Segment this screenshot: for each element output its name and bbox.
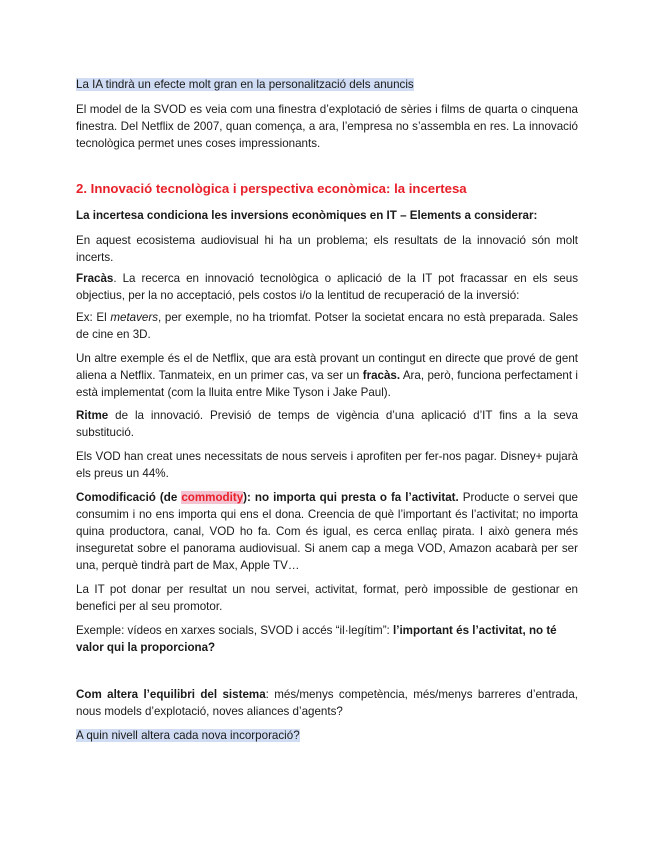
highlighted-text: A quin nivell altera cada nova incorporació? bbox=[76, 729, 300, 742]
paragraph-svod: El model de la SVOD es veia com una finestra d’explotació de sèries i films de quarta o cinquena finestra. Del Netflix de 2007, quan comença, a ara, l’empresa no s’assembla en res. La innovació tecnològica permet unes coses impressionants. bbox=[76, 103, 578, 150]
paragraph-quin bbox=[76, 727, 578, 744]
term-fracas: Fracàs bbox=[76, 272, 114, 285]
paragraph-exemple: Exemple: vídeos en xarxes socials, SVOD i accés “il·legítim”: l’important és l’activitat, no té valor qui la proporciona? bbox=[76, 624, 557, 654]
paragraph-equilibri: Com altera l’equilibri del sistema: més/menys competència, més/menys barreres d’entrada, nous models d’explotació, noves aliances d’agents? bbox=[76, 688, 578, 718]
paragraph-comodificacio: Comodificació (de commodity): no importa qui presta o fa l’activitat. Producte o servei que consumim i no ens importa qui ens el dona. Creencia de què l’important és l’activitat; no importa quina productora, canal, VOD ho fa. Com és igual, es cerca enllaç pirata. I això genera més inseguretat sobre el panorama audiovisual. Si anem cap a mega VOD, Amazon acabarà per ser una, perquè tindrà part de Max, Apple TV… bbox=[76, 491, 578, 572]
subheading: La incertesa condiciona les inversions econòmiques en IT – Elements a considerar: bbox=[76, 209, 538, 222]
paragraph-netflix: Un altre exemple és el de Netflix, que ara està provant un contingut en directe que prové de gent aliena a Netflix. Tanmateix, en un primer cas, va ser un fracàs. Ara, però, funciona perfectament i està implementat (com la lluita entre Mike Tyson i Jake Paul). bbox=[76, 352, 578, 399]
paragraph-example: Ex: El metavers, per exemple, no ha triomfat. Potser la societat encara no està preparada. Sales de cine en 3D. bbox=[76, 311, 578, 341]
paragraph-it: La IT pot donar per resultat un nou servei, activitat, format, però impossible de gestionar en benefici per al seu promotor. bbox=[76, 583, 578, 613]
paragraph-vod: Els VOD han creat unes necessitats de nous serveis i aprofiten per fer-nos pagar. Disney+ pujarà els preus un 44%. bbox=[76, 450, 578, 480]
paragraph-ia bbox=[76, 76, 578, 93]
highlighted-text: La IA tindrà un efecte molt gran en la personalització dels anuncis bbox=[76, 78, 414, 91]
term-ritme: Ritme bbox=[76, 409, 109, 422]
section-heading: 2. Innovació tecnològica i perspectiva econòmica: la incertesa bbox=[76, 181, 467, 196]
paragraph-ritme: Ritme de la innovació. Previsió de temps de vigència d’una aplicació d’IT fins a la seva substitució. bbox=[76, 409, 578, 439]
commodity-highlight: commodity bbox=[181, 491, 244, 504]
paragraph-ecosistema: En aquest ecosistema audiovisual hi ha un problema; els resultats de la innovació són molt incerts. bbox=[76, 234, 578, 264]
paragraph-fracas: Fracàs. La recerca en innovació tecnològica o aplicació de la IT pot fracassar en els seus objectius, per la no acceptació, pels costos i/o la lentitud de recuperació de la inversió: bbox=[76, 272, 578, 302]
